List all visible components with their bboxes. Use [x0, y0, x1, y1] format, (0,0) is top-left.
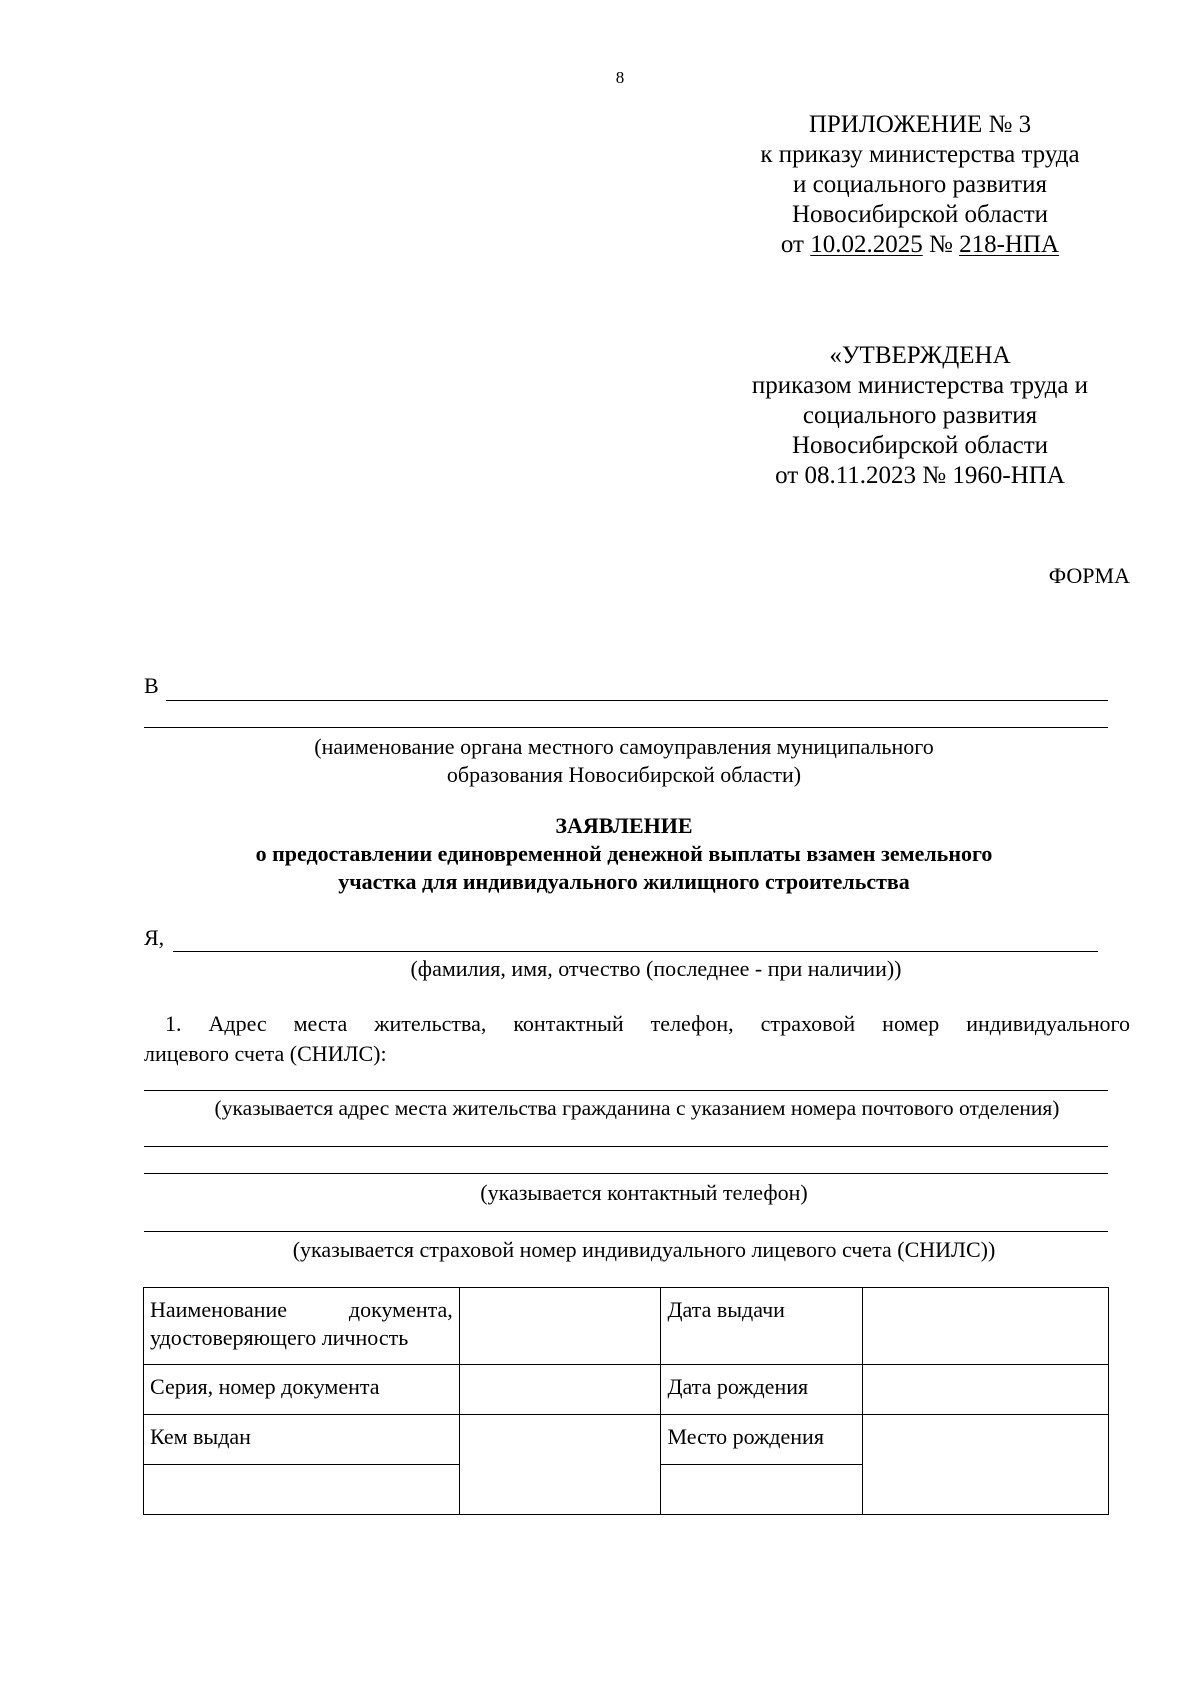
- org-hint-line-2: образования Новосибирской области): [446, 762, 802, 787]
- birth-place-extra-cell[interactable]: [661, 1465, 863, 1515]
- doc-name-label: Наименование документа, удостоверяющего личность: [144, 1288, 460, 1365]
- address-field-line[interactable]: [144, 1090, 1108, 1091]
- appendix-line-1: к приказу министерства труда: [760, 141, 1080, 168]
- doc-name-cell[interactable]: [459, 1288, 661, 1365]
- approved-title: «УТВЕРЖДЕНА: [829, 342, 1011, 369]
- issued-by-extra-cell[interactable]: [144, 1465, 460, 1515]
- issued-by-label: Кем выдан: [144, 1415, 460, 1465]
- birth-date-cell[interactable]: [863, 1365, 1109, 1415]
- org-hint-line-1: (наименование органа местного самоуправления муниципального: [314, 734, 934, 759]
- appendix-num-prefix: №: [922, 231, 960, 258]
- statement-subtitle-2: участка для индивидуального жилищного строительства: [338, 869, 910, 894]
- issued-by-cell[interactable]: [459, 1415, 661, 1515]
- appendix-block: [660, 110, 1180, 260]
- address-hint: (указывается адрес места жительства гражданина с указанием номера почтового отделения): [214, 1096, 1060, 1120]
- address-field-line-2[interactable]: [144, 1146, 1108, 1147]
- to-label: В: [144, 673, 159, 698]
- page-number: 8: [615, 68, 625, 87]
- appendix-date-prefix: от: [780, 231, 811, 258]
- table-row: [144, 1365, 1109, 1415]
- fio-field-line[interactable]: [173, 951, 1098, 952]
- statement-subtitle-1: о предоставлении единовременной денежной выплаты взамен земельного: [255, 841, 993, 866]
- i-label: Я,: [144, 925, 165, 950]
- phone-field-line[interactable]: [144, 1173, 1108, 1174]
- snils-field-line[interactable]: [144, 1231, 1108, 1232]
- appendix-line-2: и социального развития: [793, 171, 1047, 198]
- statement-heading: [144, 812, 1104, 896]
- birth-date-label: Дата рождения: [661, 1365, 863, 1415]
- snils-hint: (указывается страховой номер индивидуального лицевого счета (СНИЛС)): [292, 1237, 996, 1262]
- issue-date-cell[interactable]: [863, 1288, 1109, 1365]
- series-number-cell[interactable]: [459, 1365, 661, 1415]
- issue-date-label: Дата выдачи: [661, 1288, 863, 1365]
- org-hint: [144, 733, 1104, 789]
- approved-block: [660, 341, 1180, 491]
- form-label: ФОРМА: [1048, 563, 1130, 588]
- identity-document-table: [143, 1287, 1109, 1515]
- appendix-number: 218-НПА: [959, 231, 1060, 258]
- org-name-field-line-1[interactable]: [166, 700, 1108, 701]
- approved-line-2: социального развития: [802, 402, 1038, 429]
- birth-place-label: Место рождения: [661, 1415, 863, 1465]
- approved-line-3: Новосибирской области: [791, 432, 1049, 459]
- birth-place-cell[interactable]: [863, 1415, 1109, 1515]
- appendix-date: 10.02.2025: [810, 231, 923, 258]
- appendix-line-3: Новосибирской области: [791, 201, 1049, 228]
- statement-title: ЗАЯВЛЕНИЕ: [555, 813, 693, 838]
- org-name-field-line-2[interactable]: [144, 727, 1108, 728]
- series-number-label: Серия, номер документа: [144, 1365, 460, 1415]
- approved-line-4: от 08.11.2023 № 1960-НПА: [775, 462, 1065, 489]
- fio-hint: (фамилия, имя, отчество (последнее - при наличии)): [410, 956, 902, 981]
- appendix-date-line: [660, 230, 1180, 260]
- item-1-line-1: 1. Адрес места жительства, контактный телефон, страховой номер индивидуального: [165, 1011, 1130, 1036]
- table-row: [144, 1415, 1109, 1465]
- table-row: [144, 1288, 1109, 1365]
- item-1-line-2: лицевого счета (СНИЛС):: [144, 1041, 387, 1066]
- phone-hint: (указывается контактный телефон): [480, 1180, 808, 1205]
- appendix-title: ПРИЛОЖЕНИЕ № 3: [808, 111, 1032, 138]
- approved-line-1: приказом министерства труда и: [751, 372, 1089, 399]
